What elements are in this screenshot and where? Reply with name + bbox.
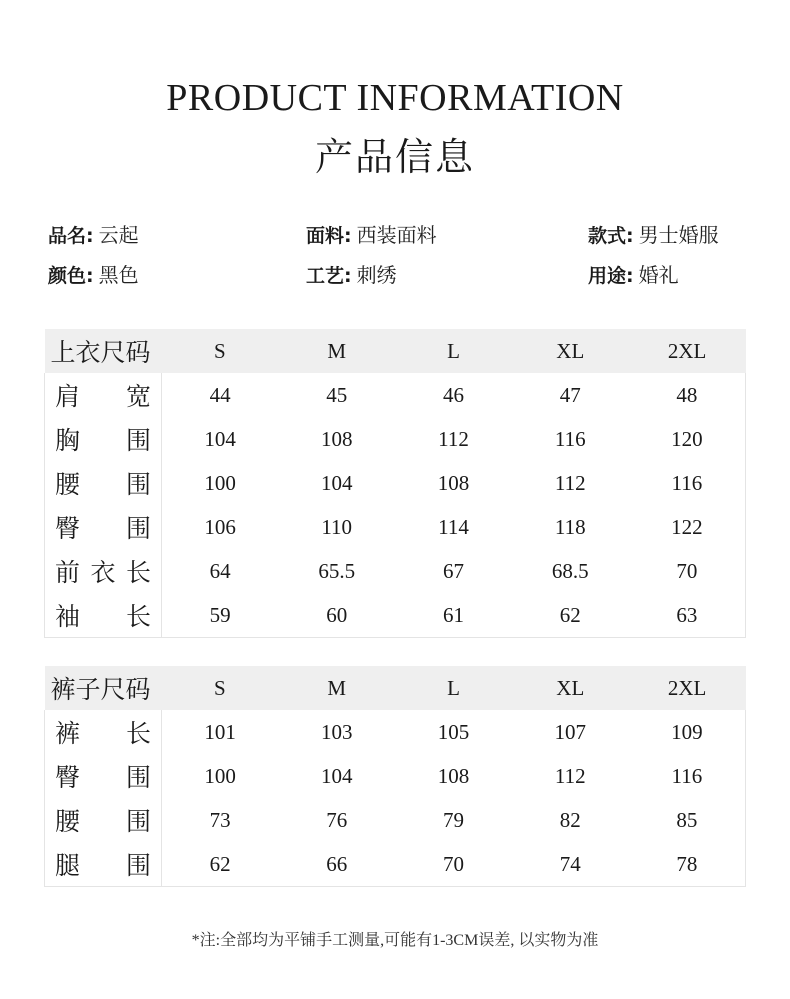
measurement-label-text: 腰围 — [55, 809, 151, 836]
measurement-value: 82 — [559, 807, 581, 832]
measurement-value: 44 — [209, 382, 231, 407]
table-row — [45, 593, 746, 638]
measurement-value: 108 — [437, 763, 470, 788]
measurement-value: 61 — [395, 593, 512, 638]
info-item-fabric — [306, 219, 437, 248]
measurement-label — [45, 798, 162, 842]
table-row — [45, 461, 746, 505]
measurement-value: 48 — [629, 373, 746, 417]
size-header: XL — [556, 338, 585, 363]
size-header: L — [447, 675, 460, 700]
page-title-english: PRODUCT INFORMATION — [166, 77, 624, 119]
product-info-row-2 — [0, 259, 790, 289]
measurement-value: 74 — [512, 842, 629, 887]
measurement-label — [45, 754, 162, 798]
table-row — [45, 798, 746, 842]
measurement-value: 118 — [554, 514, 586, 539]
measurement-label-text: 胸围 — [55, 428, 151, 455]
size-header: M — [327, 675, 347, 700]
table-header-row — [45, 329, 746, 373]
measurement-value: 116 — [629, 461, 746, 505]
info-value: 刺绣 — [356, 265, 397, 287]
pants-size-table — [44, 666, 746, 887]
measurement-label — [45, 505, 162, 549]
table-title: 上衣尺码 — [50, 340, 151, 367]
measurement-label-text: 肩宽 — [55, 384, 151, 411]
measurement-value: 104 — [320, 763, 353, 788]
info-item-color — [48, 259, 139, 288]
table-row — [45, 505, 746, 549]
measurement-value: 100 — [204, 470, 236, 495]
measurement-value: 47 — [559, 382, 581, 407]
measurement-label — [45, 549, 162, 593]
measurement-value: 120 — [629, 417, 746, 461]
measurement-value: 79 — [442, 807, 464, 832]
info-value: 男士婚服 — [638, 225, 719, 247]
measurement-label-text: 臀围 — [55, 765, 151, 792]
measurement-label-text: 前衣长 — [55, 560, 151, 587]
info-value: 西装面料 — [356, 225, 437, 247]
measurement-label-text: 臀围 — [55, 516, 151, 543]
measurement-label — [45, 842, 162, 887]
measurement-value: 108 — [437, 470, 470, 495]
info-value: 黑色 — [98, 265, 139, 287]
measurement-value: 62 — [512, 593, 629, 638]
measurement-value: 63 — [629, 593, 746, 638]
measurement-label — [45, 593, 162, 638]
measurement-value: 70 — [395, 842, 512, 887]
size-header: M — [327, 338, 347, 363]
table-header-row — [45, 666, 746, 710]
size-header: 2XL — [667, 675, 707, 700]
measurement-value: 114 — [438, 514, 469, 539]
measurement-value: 68.5 — [551, 558, 589, 583]
measurement-value: 104 — [204, 426, 236, 451]
measurement-value: 101 — [204, 719, 236, 744]
measurement-value: 66 — [278, 842, 395, 887]
measurement-label — [45, 461, 162, 505]
info-value: 婚礼 — [638, 265, 679, 287]
measurement-value: 67 — [442, 558, 464, 583]
measurement-value: 112 — [554, 763, 586, 788]
size-header: S — [214, 338, 226, 363]
info-item-name — [48, 219, 139, 248]
size-header: 2XL — [667, 338, 707, 363]
size-header: XL — [556, 675, 585, 700]
measurement-value: 106 — [204, 514, 236, 539]
measurement-value: 60 — [278, 593, 395, 638]
info-label: 颜色: — [48, 265, 94, 287]
measurement-value: 107 — [554, 719, 587, 744]
measurement-value: 112 — [554, 470, 586, 495]
info-item-style — [588, 219, 719, 248]
measurement-value: 108 — [320, 426, 353, 451]
table-row — [45, 710, 746, 754]
measurement-label-text: 裤长 — [55, 721, 151, 748]
info-label: 面料: — [306, 225, 352, 247]
measurement-value: 109 — [629, 710, 746, 754]
measurement-value: 104 — [320, 470, 353, 495]
measurement-value: 73 — [209, 807, 231, 832]
jacket-size-table — [44, 329, 746, 638]
measurement-value: 59 — [162, 593, 279, 638]
measurement-value: 103 — [320, 719, 353, 744]
measurement-value: 116 — [554, 426, 586, 451]
table-row — [45, 373, 746, 417]
table-row — [45, 754, 746, 798]
measurement-value: 76 — [326, 807, 348, 832]
measurement-label — [45, 373, 162, 417]
measurement-label — [45, 417, 162, 461]
measurement-value: 112 — [438, 426, 469, 451]
measurement-value: 46 — [442, 382, 464, 407]
measurement-value: 45 — [326, 382, 348, 407]
measurement-note: *注:全部均为平铺手工测量,可能有1-3CM误差, 以实物为准 — [191, 932, 599, 949]
measurement-value: 78 — [629, 842, 746, 887]
page-title-chinese: 产品信息 — [314, 137, 475, 179]
measurement-value: 110 — [321, 514, 353, 539]
table-row — [45, 417, 746, 461]
measurement-label-text: 袖长 — [55, 604, 151, 631]
info-label: 品名: — [48, 225, 94, 247]
measurement-value: 100 — [204, 763, 236, 788]
measurement-value: 105 — [437, 719, 470, 744]
info-label: 用途: — [588, 265, 634, 287]
size-header: L — [447, 338, 460, 363]
measurement-value: 62 — [162, 842, 279, 887]
table-title: 裤子尺码 — [50, 677, 151, 704]
measurement-value: 116 — [629, 754, 746, 798]
info-label: 工艺: — [306, 265, 352, 287]
info-item-usage — [588, 259, 679, 288]
measurement-value: 65.5 — [318, 558, 356, 583]
measurement-value: 64 — [209, 558, 231, 583]
product-info-row-1 — [0, 219, 790, 249]
table-row — [45, 842, 746, 887]
measurement-label-text: 腰围 — [55, 472, 151, 499]
measurement-value: 70 — [629, 549, 746, 593]
measurement-label-text: 腿围 — [55, 853, 151, 880]
table-row — [45, 549, 746, 593]
info-label: 款式: — [588, 225, 634, 247]
measurement-label — [45, 710, 162, 754]
measurement-value: 85 — [629, 798, 746, 842]
size-header: S — [214, 675, 226, 700]
info-item-craft — [306, 259, 397, 288]
info-value: 云起 — [98, 225, 139, 247]
measurement-value: 122 — [629, 505, 746, 549]
